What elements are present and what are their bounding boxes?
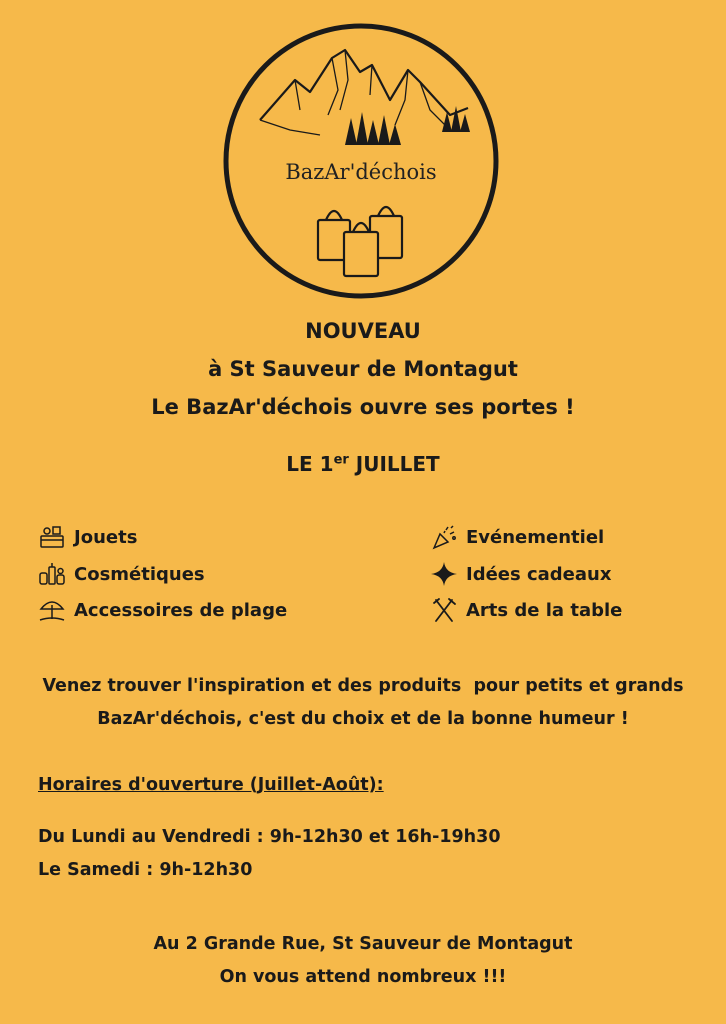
closing-line: On vous attend nombreux !!! (219, 967, 507, 987)
category-label: Cosmétiques (74, 563, 205, 585)
category-label: Jouets (74, 526, 138, 548)
category-gift-ideas (430, 560, 611, 588)
headline (0, 312, 726, 426)
party-popper-icon (430, 524, 458, 550)
category-events (430, 523, 604, 551)
opening-date-sup: er (333, 452, 349, 468)
category-tableware (430, 596, 622, 624)
sparkle-star-icon (430, 561, 458, 587)
category-label: Arts de la table (466, 599, 623, 621)
category-cosmetics (38, 560, 205, 588)
hours-title: Horaires d'ouverture (Juillet-Août): (38, 775, 384, 795)
hours-weekdays: Du Lundi au Vendredi : 9h-12h30 et 16h-19h30 (38, 827, 501, 847)
category-beach-accessories (38, 596, 287, 624)
address: Au 2 Grande Rue, St Sauveur de Montagut (153, 934, 573, 954)
brand-name: BazAr'déchois (285, 160, 437, 184)
pitch-text (0, 670, 726, 736)
category-label: Idées cadeaux (466, 563, 612, 585)
footer (0, 928, 726, 994)
hours-saturday: Le Samedi : 9h-12h30 (38, 860, 253, 880)
opening-date-suffix: JUILLET (348, 452, 440, 476)
category-toys (38, 523, 137, 551)
category-label: Evénementiel (466, 526, 605, 548)
category-label: Accessoires de plage (74, 599, 288, 621)
toys-icon (38, 524, 66, 550)
brand-logo (220, 20, 502, 302)
opening-date (0, 452, 726, 476)
cosmetics-icon (38, 561, 66, 587)
pitch-line-1: Venez trouver l'inspiration et des produits pour petits et grands (42, 676, 684, 696)
headline-announcement: Le BazAr'déchois ouvre ses portes ! (151, 395, 575, 419)
beach-umbrella-icon (38, 597, 66, 623)
fork-knife-icon (430, 597, 458, 623)
headline-new: NOUVEAU (305, 319, 421, 343)
pitch-line-2: BazAr'déchois, c'est du choix et de la bonne humeur ! (97, 709, 629, 729)
headline-location: à St Sauveur de Montagut (208, 357, 518, 381)
opening-date-prefix: LE 1 (286, 452, 334, 476)
